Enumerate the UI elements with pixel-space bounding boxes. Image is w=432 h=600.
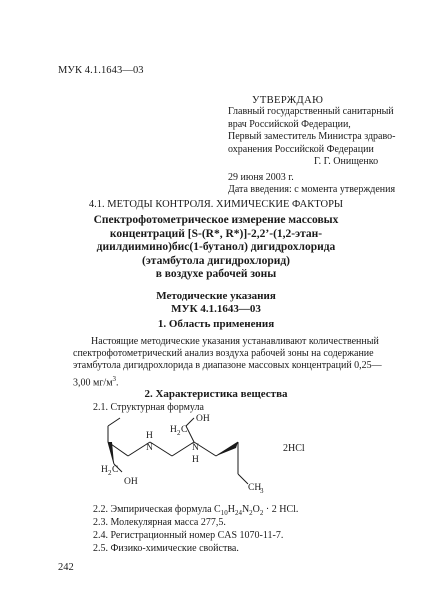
paragraph-line-last: 3,00 $мг/м^3$. bbox=[73, 374, 119, 388]
salt-label: 2HCl bbox=[283, 443, 305, 454]
paragraph-line: спектрофотометрический анализ воздуха рабочей зоны на содержание bbox=[73, 348, 374, 360]
approval-line: Главный государственный санитарный bbox=[228, 106, 394, 117]
formula-h2c-bottom-h: H bbox=[101, 465, 108, 475]
approval-block bbox=[228, 95, 418, 156]
guide-code: МУК 4.1.1643—03 bbox=[171, 302, 261, 315]
formula-h2c-top-c: C bbox=[181, 425, 188, 435]
formula-n-right: N bbox=[192, 443, 199, 453]
title-line: концентраций [S-(R*, R*)]-2,2’-(1,2-этан- bbox=[109, 227, 323, 240]
formula-h2c-bottom-sub: 2 bbox=[108, 469, 112, 477]
guide-label: Методические указания bbox=[156, 290, 276, 302]
section-1-heading: 1. Область применения bbox=[157, 318, 275, 330]
cas-number: 2.4. Регистрационный номер CAS 1070-11-7. bbox=[93, 530, 284, 541]
title-line: диилдиимино)бис(1-бутанол) дигидрохлорида bbox=[96, 241, 336, 253]
document-code-header: МУК 4.1.1643—03 bbox=[58, 65, 144, 76]
formula-h-left: H bbox=[146, 431, 153, 441]
introduction-date: Дата введения: с момента утверждения bbox=[228, 184, 396, 195]
approval-line: Первый заместитель Министра здраво- bbox=[228, 131, 396, 142]
formula-n-left: N bbox=[146, 443, 153, 453]
title-line: Спектрофотометрическое измерение массовых bbox=[93, 214, 339, 226]
physchem-properties: 2.5. Физико-химические свойства. bbox=[93, 543, 239, 554]
structural-formula-label: 2.1. Структурная формула bbox=[93, 402, 204, 413]
approval-line: охранения Российской Федерации bbox=[228, 143, 374, 155]
title-line: (этамбутола дигидрохлорид) bbox=[142, 254, 290, 267]
formula-h2c-top-h: H bbox=[170, 425, 177, 435]
approval-title: УТВЕРЖДАЮ bbox=[252, 95, 324, 106]
section-1-paragraph bbox=[73, 336, 432, 389]
approval-line: врач Российской Федерации, bbox=[228, 118, 351, 130]
page-number: 242 bbox=[58, 562, 74, 573]
formula-oh-top: OH bbox=[196, 414, 210, 424]
section-2-heading: 2. Характеристика вещества bbox=[144, 388, 288, 400]
formula-h-right: H bbox=[192, 455, 199, 465]
document-title bbox=[0, 214, 432, 282]
signer-name: Г. Г. Онищенко bbox=[314, 156, 379, 167]
paragraph-line: этамбутола дигидрохлорида в диапазоне массовых концентраций 0,25— bbox=[73, 360, 382, 372]
formula-oh-bottom: OH bbox=[124, 477, 138, 487]
paragraph-line: Настоящие методические указания устанавливают количественный bbox=[91, 336, 379, 347]
molar-mass: 2.3. Молекулярная масса 277,5. bbox=[93, 517, 226, 528]
structural-formula-diagram bbox=[90, 412, 290, 494]
formula-h2c-bottom-c: C bbox=[112, 465, 119, 475]
empirical-formula: 2.2. Эмпирическая формула $C_{10}H_{24}N_2O_2 \cdot 2$ HCl. bbox=[93, 504, 299, 517]
formula-h2c-top-sub: 2 bbox=[177, 429, 181, 437]
approval-date: 29 июня 2003 г. bbox=[228, 172, 294, 183]
title-line: в воздухе рабочей зоны bbox=[155, 268, 277, 280]
guide-title bbox=[0, 290, 432, 315]
formula-ch3-c: CH bbox=[248, 483, 262, 493]
methods-heading: 4.1. МЕТОДЫ КОНТРОЛЯ. ХИМИЧЕСКИЕ ФАКТОРЫ bbox=[88, 199, 344, 210]
formula-ch3-sub: 3 bbox=[260, 487, 264, 494]
